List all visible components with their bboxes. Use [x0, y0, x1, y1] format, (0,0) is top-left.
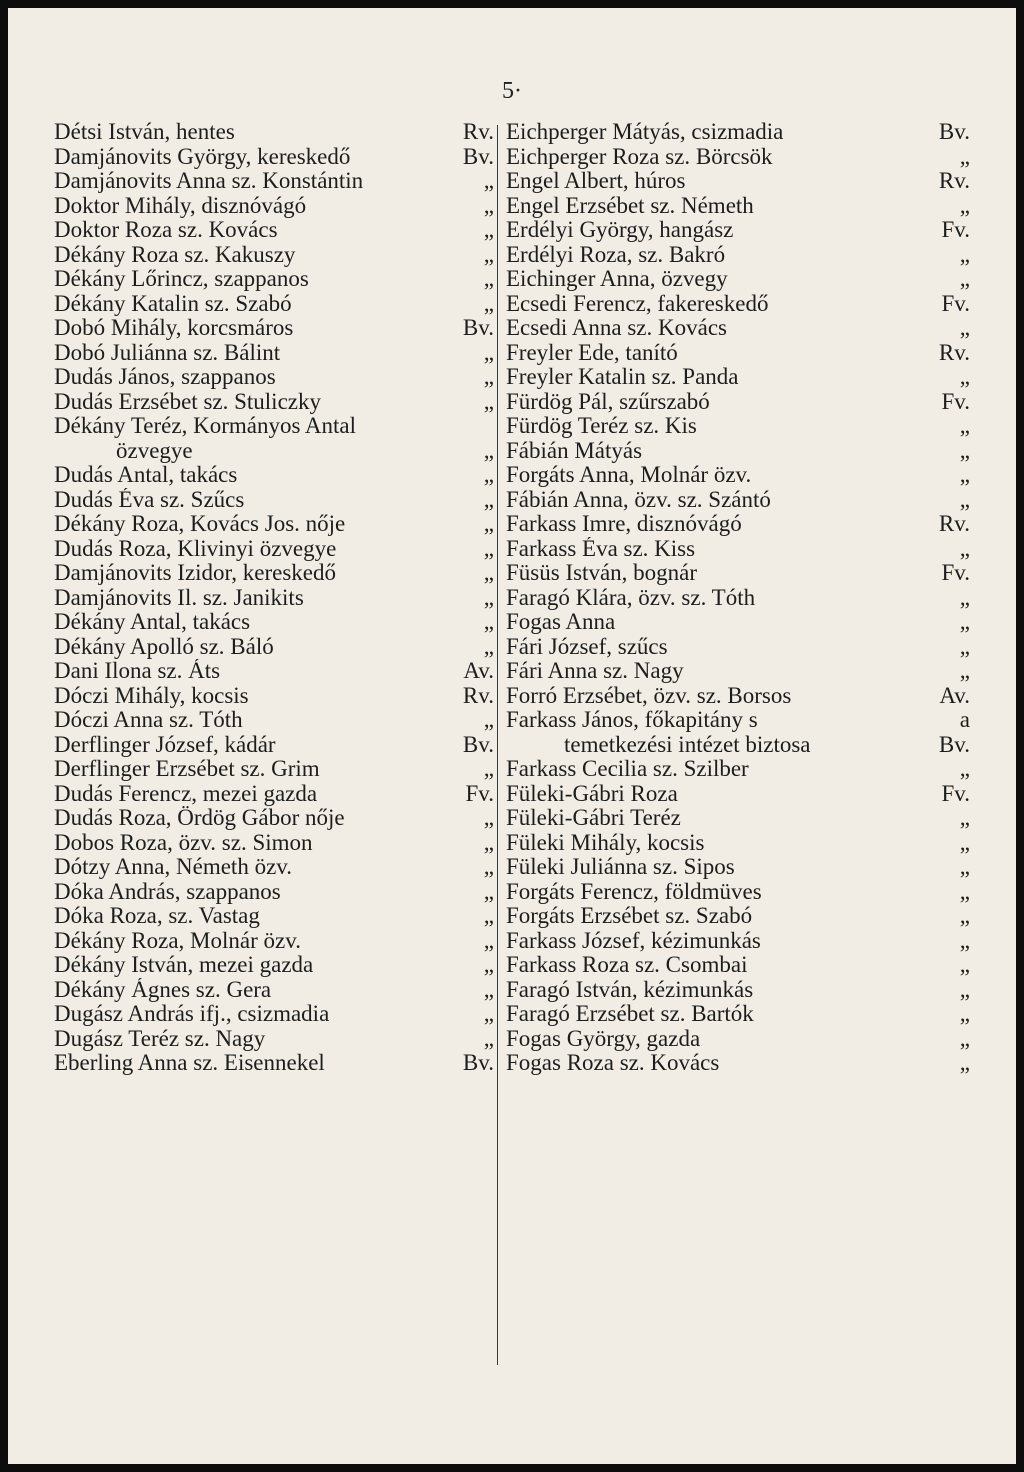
- directory-entry: [506, 880, 970, 905]
- entry-district: „: [959, 658, 970, 683]
- directory-entry: [54, 439, 494, 464]
- entry-name: Dudás Erzsébet sz. Stuliczky: [54, 389, 321, 414]
- entry-name: Ecsedi Anna sz. Kovács: [506, 316, 727, 340]
- directory-entry: [506, 561, 970, 586]
- entry-district: „: [959, 927, 970, 953]
- entry-district: Bv.: [462, 1050, 494, 1075]
- directory-entry: [506, 586, 970, 611]
- directory-entry: [54, 561, 494, 586]
- entry-name: Faragó Klára, özv. sz. Tóth: [506, 585, 756, 610]
- entry-district: Fv.: [941, 560, 970, 585]
- directory-entry: [506, 1002, 970, 1027]
- entry-name: Fári József, szűcs: [506, 634, 668, 659]
- directory-entry: [54, 782, 494, 807]
- directory-entry: [506, 904, 970, 929]
- entry-name: Dugász András ifj., csizmadia: [54, 1002, 330, 1026]
- entry-name: temetkezési intézet biztosa: [564, 732, 811, 757]
- entry-name: Dótzy Anna, Németh özv.: [54, 855, 293, 879]
- entry-district: „: [483, 854, 494, 879]
- entry-district: „: [959, 413, 970, 438]
- directory-entry: [54, 635, 494, 660]
- entry-district: Bv.: [938, 731, 970, 757]
- entry-name: Derflinger Erzsébet sz. Grim: [54, 757, 320, 781]
- entry-name: Dudás Ferencz, mezei gazda: [54, 781, 318, 806]
- directory-entry: [54, 120, 494, 145]
- directory-entry: [506, 316, 970, 341]
- entry-district: „: [483, 168, 494, 193]
- directory-entry: [506, 463, 970, 488]
- directory-entry: [54, 929, 494, 954]
- directory-entry: [54, 1002, 494, 1027]
- entry-name: Dudás Roza, Ördög Gábor nője: [54, 806, 345, 830]
- entry-district: Fv.: [941, 780, 970, 806]
- entry-district: a: [959, 707, 970, 732]
- page-number: 5·: [502, 78, 522, 104]
- entry-name: Doktor Roza sz. Kovács: [54, 218, 278, 242]
- directory-entry: [506, 292, 970, 317]
- entry-name: Doktor Mihály, disznóvágó: [54, 193, 307, 218]
- entry-district: Rv.: [938, 168, 970, 193]
- entry-district: „: [483, 290, 494, 316]
- entry-name: Dudás Éva sz. Szűcs: [54, 487, 245, 512]
- directory-entry: [54, 757, 494, 782]
- entry-name: Dékány Roza, Kovács Jos. nője: [54, 512, 346, 536]
- directory-entry: [54, 806, 494, 831]
- entry-name: Engel Albert, húros: [506, 169, 686, 193]
- entry-district: Bv.: [462, 731, 494, 757]
- entry-name: Eberling Anna sz. Eisennekel: [54, 1051, 325, 1075]
- entry-district: „: [483, 486, 494, 512]
- entry-district: „: [483, 878, 494, 904]
- entry-district: „: [483, 903, 494, 928]
- entry-name: özvegye: [116, 438, 193, 463]
- entry-name: Faragó Erzsébet sz. Bartók: [506, 1002, 754, 1026]
- directory-entry: [506, 218, 970, 243]
- entry-district: „: [959, 878, 970, 904]
- entry-district: „: [483, 976, 494, 1002]
- entry-district: „: [959, 584, 970, 610]
- entry-name: Damjánovits Izidor, kereskedő: [54, 561, 337, 585]
- entry-name: Dudás Antal, takács: [54, 463, 238, 487]
- entry-name: Farkass Imre, disznóvágó: [506, 512, 742, 536]
- directory-entry: [54, 733, 494, 758]
- entry-name: Füsüs István, bognár: [506, 561, 698, 585]
- entry-district: „: [959, 952, 970, 977]
- directory-entry: [506, 145, 970, 170]
- entry-district: „: [959, 976, 970, 1002]
- directory-entry: [54, 684, 494, 709]
- entry-name: Dékány Teréz, Kormányos Antal: [54, 414, 356, 438]
- directory-entry: [506, 757, 970, 782]
- entry-district: „: [483, 756, 494, 781]
- entry-district: „: [483, 241, 494, 267]
- directory-entry: [506, 341, 970, 366]
- entry-name: Dóka Roza, sz. Vastag: [54, 904, 260, 928]
- entry-district: „: [959, 266, 970, 291]
- entry-district: Rv.: [462, 119, 494, 144]
- entry-district: „: [959, 903, 970, 928]
- entry-name: Dóczi Anna sz. Tóth: [54, 708, 243, 732]
- directory-entry: [506, 1027, 970, 1052]
- entry-district: Fv.: [941, 290, 970, 316]
- entry-district: „: [959, 486, 970, 512]
- entry-name: Damjánovits Anna sz. Konstántin: [54, 169, 364, 193]
- directory-entry: [506, 708, 970, 733]
- entry-district: „: [483, 609, 494, 634]
- entry-district: „: [483, 829, 494, 855]
- directory-entry: [506, 806, 970, 831]
- entry-name: Fürdög Pál, szűrszabó: [506, 389, 710, 414]
- entry-district: „: [483, 927, 494, 953]
- entry-name: Ecsedi Ferencz, fakereskedő: [506, 291, 769, 316]
- entry-district: „: [483, 192, 494, 218]
- entry-district: „: [483, 633, 494, 659]
- directory-entry: [54, 243, 494, 268]
- entry-district: Av.: [939, 682, 970, 708]
- entry-district: „: [483, 952, 494, 977]
- directory-entry: [54, 218, 494, 243]
- directory-entry: [54, 586, 494, 611]
- directory-entry: [506, 194, 970, 219]
- directory-entry: [54, 292, 494, 317]
- entry-name: Eichperger Roza sz. Börcsök: [506, 144, 773, 169]
- entry-district: „: [959, 241, 970, 267]
- entry-district: Rv.: [938, 511, 970, 536]
- entry-name: Dugász Teréz sz. Nagy: [54, 1026, 266, 1051]
- entry-name: Eichinger Anna, özvegy: [506, 267, 728, 291]
- entry-district: „: [483, 462, 494, 487]
- directory-entry: [506, 512, 970, 537]
- directory-entry: [506, 831, 970, 856]
- directory-entry: [506, 365, 970, 390]
- entry-district: „: [483, 1001, 494, 1026]
- directory-entry: [54, 267, 494, 292]
- entry-name: Forró Erzsébet, özv. sz. Borsos: [506, 683, 792, 708]
- entry-district: „: [483, 388, 494, 414]
- entry-name: Forgáts Ferencz, földmüves: [506, 879, 762, 904]
- directory-entry: [506, 390, 970, 415]
- directory-entry: [506, 267, 970, 292]
- entry-district: „: [959, 633, 970, 659]
- directory-entry: [506, 243, 970, 268]
- directory-entry: [506, 953, 970, 978]
- entry-name: Dobos Roza, özv. sz. Simon: [54, 830, 313, 855]
- entry-district: Fv.: [465, 780, 494, 806]
- entry-name: Farkass Éva sz. Kiss: [506, 536, 696, 561]
- entry-district: „: [483, 707, 494, 732]
- entry-name: Farkass János, főkapitány s: [506, 708, 758, 732]
- directory-entry: [54, 390, 494, 415]
- entry-name: Erdélyi Roza, sz. Bakró: [506, 242, 726, 267]
- directory-entry: [54, 537, 494, 562]
- directory-entry: [506, 684, 970, 709]
- entry-district: „: [959, 437, 970, 463]
- entry-name: Farkass József, kézimunkás: [506, 928, 761, 953]
- entry-name: Fürdög Teréz sz. Kis: [506, 414, 697, 438]
- entry-name: Faragó István, kézimunkás: [506, 977, 754, 1002]
- directory-entry: [54, 880, 494, 905]
- entry-district: „: [483, 364, 494, 389]
- entry-district: Bv.: [938, 119, 970, 144]
- entry-name: Fogas Roza sz. Kovács: [506, 1051, 720, 1075]
- entry-name: Füleki Juliánna sz. Sipos: [506, 855, 735, 879]
- entry-district: „: [483, 217, 494, 242]
- entry-name: Damjánovits György, kereskedő: [54, 144, 351, 169]
- entry-name: Forgáts Anna, Molnár özv.: [506, 463, 752, 487]
- entry-name: Dudás Roza, Klivinyi özvegye: [54, 536, 337, 561]
- entry-district: Bv.: [462, 143, 494, 169]
- entry-district: „: [959, 805, 970, 830]
- directory-entry: [54, 855, 494, 880]
- entry-district: Rv.: [462, 682, 494, 708]
- directory-entry: [54, 145, 494, 170]
- entry-name: Dékány Lőrincz, szappanos: [54, 267, 309, 291]
- entry-name: Dékány Roza sz. Kakuszy: [54, 242, 296, 267]
- entry-name: Fári Anna sz. Nagy: [506, 659, 684, 683]
- left-column: [54, 120, 494, 1076]
- entry-district: „: [483, 1025, 494, 1051]
- directory-entry: [54, 610, 494, 635]
- directory-entry: [506, 488, 970, 513]
- entry-district: „: [959, 854, 970, 879]
- directory-entry: [506, 1051, 970, 1076]
- directory-entry: [506, 929, 970, 954]
- entry-name: Dékány Roza, Molnár özv.: [54, 928, 301, 953]
- directory-entry: [506, 635, 970, 660]
- entry-district: „: [483, 584, 494, 610]
- entry-name: Füleki Mihály, kocsis: [506, 830, 705, 855]
- entry-district: „: [959, 1025, 970, 1051]
- entry-name: Freyler Ede, tanító: [506, 340, 678, 365]
- entry-name: Dóka András, szappanos: [54, 879, 281, 904]
- entry-name: Dobó Juliánna sz. Bálint: [54, 340, 281, 365]
- entry-name: Dékány István, mezei gazda: [54, 953, 314, 977]
- entry-name: Eichperger Mátyás, csizmadia: [506, 120, 784, 144]
- entry-name: Dóczi Mihály, kocsis: [54, 683, 249, 708]
- entry-district: „: [959, 192, 970, 218]
- directory-entry: [54, 488, 494, 513]
- directory-entry: [54, 316, 494, 341]
- right-column: [506, 120, 970, 1076]
- directory-entry: [506, 169, 970, 194]
- directory-entry: [54, 831, 494, 856]
- entry-district: „: [483, 805, 494, 830]
- entry-district: „: [959, 1001, 970, 1026]
- document-page: [8, 8, 1016, 1464]
- directory-entry: [506, 537, 970, 562]
- directory-entry: [506, 733, 970, 758]
- entry-name: Freyler Katalin sz. Panda: [506, 365, 739, 389]
- directory-entry: [54, 904, 494, 929]
- entry-district: „: [483, 437, 494, 463]
- directory-entry: [506, 978, 970, 1003]
- directory-entry: [54, 953, 494, 978]
- entry-district: „: [959, 1050, 970, 1075]
- entry-name: Forgáts Erzsébet sz. Szabó: [506, 904, 753, 928]
- entry-name: Dobó Mihály, korcsmáros: [54, 316, 294, 340]
- entry-district: „: [959, 143, 970, 169]
- directory-entry: [506, 782, 970, 807]
- entry-name: Engel Erzsébet sz. Németh: [506, 193, 754, 218]
- directory-entry: [506, 439, 970, 464]
- entry-district: „: [959, 609, 970, 634]
- directory-entry: [54, 708, 494, 733]
- directory-entry: [54, 169, 494, 194]
- column-divider: [497, 125, 498, 1365]
- entry-name: Fogas Anna: [506, 610, 616, 634]
- entry-district: Bv.: [462, 315, 494, 340]
- entry-district: „: [959, 829, 970, 855]
- entry-name: Dani Ilona sz. Áts: [54, 659, 221, 683]
- entry-name: Fábián Anna, özv. sz. Szántó: [506, 487, 771, 512]
- entry-district: „: [483, 266, 494, 291]
- directory-entry: [54, 659, 494, 684]
- entry-name: Füleki-Gábri Roza: [506, 781, 678, 806]
- entry-name: Dékány Apolló sz. Báló: [54, 634, 274, 659]
- entry-name: Dudás János, szappanos: [54, 365, 276, 389]
- directory-entry: [54, 1027, 494, 1052]
- entry-name: Fogas György, gazda: [506, 1026, 701, 1051]
- directory-entry: [506, 855, 970, 880]
- entry-name: Damjánovits Il. sz. Janikits: [54, 585, 304, 610]
- entry-name: Füleki-Gábri Teréz: [506, 806, 681, 830]
- entry-name: Erdélyi György, hangász: [506, 218, 734, 242]
- entry-district: „: [959, 756, 970, 781]
- directory-entry: [54, 978, 494, 1003]
- entry-name: Farkass Cecilia sz. Szilber: [506, 757, 749, 781]
- directory-entry: [506, 120, 970, 145]
- directory-entry: [54, 365, 494, 390]
- directory-entry: [506, 414, 970, 439]
- entry-district: „: [483, 511, 494, 536]
- entry-district: „: [959, 364, 970, 389]
- directory-entry: [54, 463, 494, 488]
- entry-district: „: [959, 462, 970, 487]
- directory-entry: [54, 1051, 494, 1076]
- entry-district: „: [483, 560, 494, 585]
- entry-district: Av.: [463, 658, 494, 683]
- directory-entry: [54, 341, 494, 366]
- directory-entry: [54, 194, 494, 219]
- entry-district: Rv.: [938, 339, 970, 365]
- entry-name: Dékány Ágnes sz. Gera: [54, 977, 272, 1002]
- entry-name: Détsi István, hentes: [54, 120, 235, 144]
- entry-name: Dékány Antal, takács: [54, 610, 251, 634]
- directory-entry: [506, 610, 970, 635]
- entry-name: Derflinger József, kádár: [54, 732, 276, 757]
- entry-district: „: [483, 339, 494, 365]
- entry-name: Farkass Roza sz. Csombai: [506, 953, 748, 977]
- entry-district: „: [959, 535, 970, 561]
- directory-entry: [54, 512, 494, 537]
- entry-district: „: [483, 535, 494, 561]
- entry-district: Fv.: [941, 388, 970, 414]
- entry-district: „: [959, 315, 970, 340]
- entry-district: Fv.: [941, 217, 970, 242]
- entry-name: Fábián Mátyás: [506, 438, 643, 463]
- directory-entry: [54, 414, 494, 439]
- entry-name: Dékány Katalin sz. Szabó: [54, 291, 292, 316]
- directory-entry: [506, 659, 970, 684]
